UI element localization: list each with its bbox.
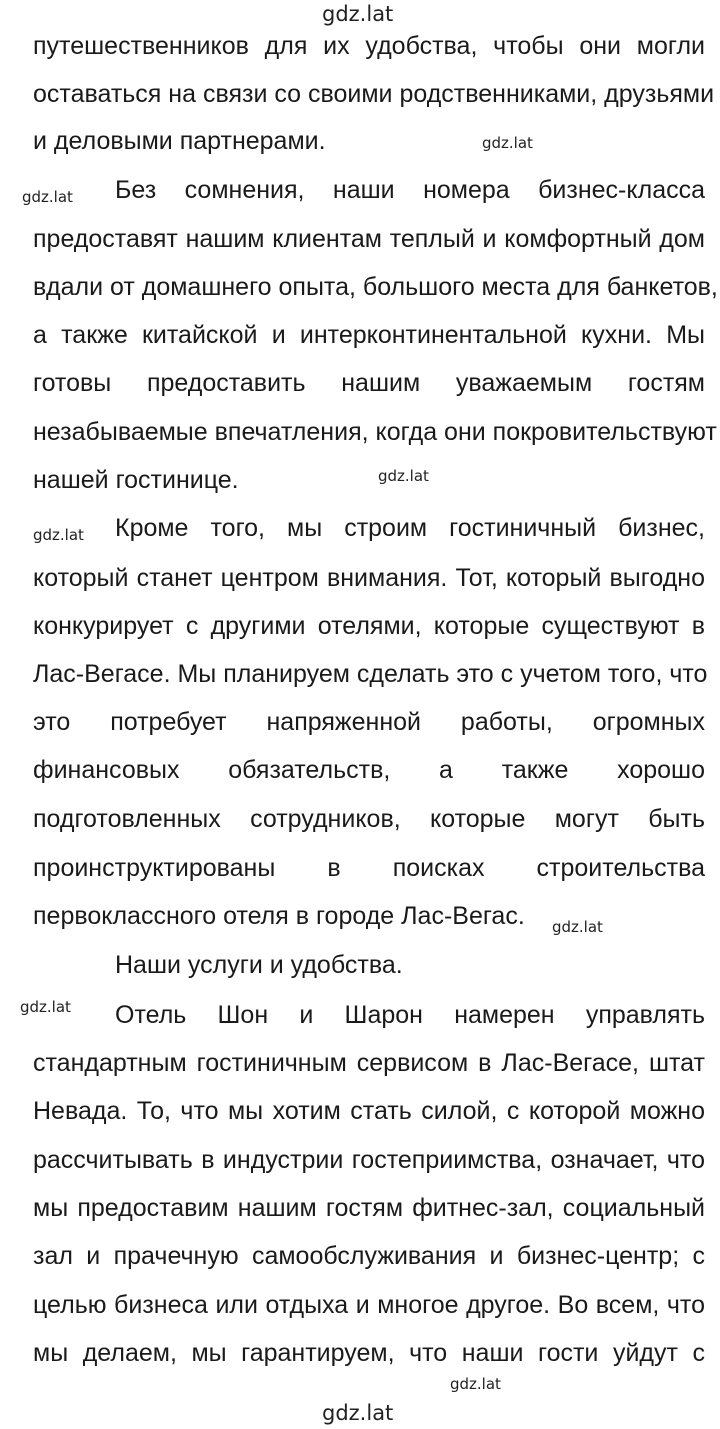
text-line: и деловыми партнерами. — [33, 127, 326, 155]
text-line: незабываемые впечатления, когда они покровительствуют — [33, 418, 717, 446]
watermark-top: gdz.lat — [322, 2, 394, 26]
text-line: подготовленных сотрудников, которые могут быть — [33, 805, 705, 833]
paragraph-first-line: Отель Шон и Шарон намерен управлять — [115, 1001, 705, 1029]
text-line: зал и прачечную самообслуживания и бизнес-центр; с — [33, 1242, 705, 1270]
watermark: gdz.lat — [20, 998, 71, 1016]
text-line: который станет центром внимания. Тот, который выгодно — [33, 564, 705, 592]
text-line: целью бизнеса или отдыха и многое другое. Во всем, что — [33, 1291, 705, 1319]
text-line: Лас-Вегасе. Мы планируем сделать это с учетом того, что — [33, 660, 708, 688]
paragraph-first-line: Без сомнения, наши номера бизнес-класса — [115, 176, 705, 204]
paragraph-first-line: Кроме того, мы строим гостиничный бизнес, — [115, 514, 705, 542]
text-line: финансовых обязательств, а также хорошо — [33, 756, 705, 784]
section-heading: Наши услуги и удобства. — [115, 951, 403, 979]
watermark: gdz.lat — [33, 526, 84, 544]
watermark: gdz.lat — [450, 1375, 501, 1393]
text-line: проинструктированы в поисках строительства — [33, 854, 705, 882]
text-line: рассчитывать в индустрии гостеприимства, означает, что — [33, 1146, 705, 1174]
watermark-bottom: gdz.lat — [322, 1401, 394, 1425]
text-line: Невада. То, что мы хотим стать силой, с которой можно — [33, 1097, 705, 1125]
text-line: первоклассного отеля в городе Лас-Вегас. — [33, 902, 525, 930]
text-line: вдали от домашнего опыта, большого места для банкетов, — [33, 273, 718, 301]
text-line: предоставят нашим клиентам теплый и комфортный дом — [33, 225, 705, 253]
watermark: gdz.lat — [482, 134, 533, 152]
text-line: готовы предоставить нашим уважаемым гостям — [33, 369, 705, 397]
text-line: это потребует напряженной работы, огромных — [33, 708, 705, 736]
text-line: путешественников для их удобства, чтобы они могли — [33, 32, 705, 60]
text-line: мы предоставим нашим гостям фитнес-зал, социальный — [33, 1194, 705, 1222]
watermark: gdz.lat — [22, 188, 73, 206]
text-line: нашей гостинице. — [33, 466, 239, 494]
text-line: оставаться на связи со своими родственниками, друзьями — [33, 80, 715, 108]
text-line: конкурирует с другими отелями, которые существуют в — [33, 612, 705, 640]
text-line: стандартным гостиничным сервисом в Лас-Вегасе, штат — [33, 1049, 705, 1077]
watermark: gdz.lat — [378, 467, 429, 485]
watermark: gdz.lat — [552, 918, 603, 936]
text-line: мы делаем, мы гарантируем, что наши гости уйдут с — [33, 1339, 705, 1367]
text-line: а также китайской и интерконтинентальной кухни. Мы — [33, 321, 705, 349]
